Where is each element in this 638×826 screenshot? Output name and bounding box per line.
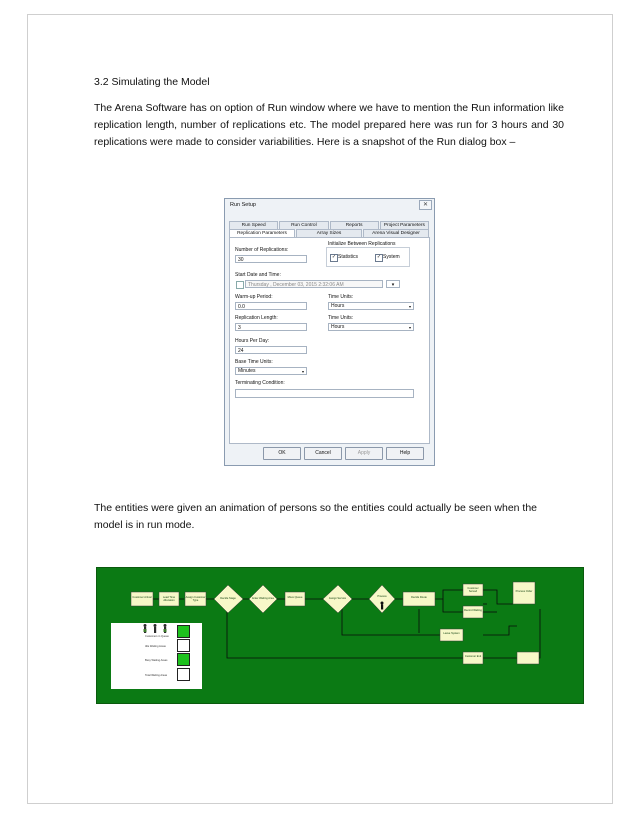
replication-length-label: Replication Length: <box>235 315 278 321</box>
section-heading: 3.2 Simulating the Model <box>94 76 210 88</box>
paragraph-entities: The entities were given an animation of persons so the entities could actually be seen when the model is in run mode. <box>94 502 538 531</box>
base-time-units-value: Minutes <box>238 368 256 374</box>
time-units-value-1: Hours <box>331 303 345 309</box>
chevron-down-icon: ▾ <box>301 369 304 374</box>
statistics-checkbox[interactable]: ✓ <box>331 254 337 260</box>
arena-model-snapshot <box>96 567 584 704</box>
legend-box-busy-2 <box>177 653 190 666</box>
base-time-units-label: Base Time Units: <box>235 359 273 365</box>
label-leave-system: Leave System <box>443 632 460 635</box>
process-order-block <box>513 582 535 604</box>
start-date-label: Start Date and Time: <box>235 272 281 278</box>
record-waiting-block <box>463 606 483 618</box>
label-lead-time-allocation: Lead Time Allocation <box>162 596 176 602</box>
time-units-select-2[interactable] <box>328 323 414 331</box>
help-button[interactable]: Help <box>386 447 424 460</box>
decide-route-block <box>403 592 435 606</box>
tab-row-2 <box>229 229 430 237</box>
tab-run-speed[interactable]: Run Speed <box>229 221 278 229</box>
replication-parameters-panel <box>229 237 430 444</box>
number-of-replications-field[interactable]: 30 <box>235 255 307 263</box>
time-units-label-1: Time Units: <box>328 294 354 300</box>
paragraph-run-window: The Arena Software has on option of Run window where we have to mention the Run information like replication length, number of replications etc. The model prepared here was run for 3 hours and 30 replications were made to consider variabilities. Here is a snapshot of the Run dialog box – <box>94 102 564 148</box>
person-icons <box>141 623 181 635</box>
hours-per-day-field[interactable]: 24 <box>235 346 307 354</box>
terminating-condition-field[interactable] <box>235 389 414 398</box>
exit-counter-block <box>517 652 539 664</box>
chevron-down-icon: ▾ <box>408 325 411 330</box>
tab-row-1 <box>229 221 430 229</box>
label-move-queue: Move Queue <box>287 596 303 599</box>
label-customer-exit: Customer Exit <box>464 655 482 658</box>
number-of-replications-label: Number of Replications: <box>235 247 289 253</box>
tab-reports[interactable]: Reports <box>330 221 379 229</box>
initialize-between-label: Initialize Between Replications <box>328 241 396 247</box>
apply-button[interactable]: Apply <box>345 447 383 460</box>
dialog-title: Run Setup <box>230 202 256 208</box>
start-date-field[interactable]: Thursday , December 03, 2015 2:32:06 AM <box>245 280 383 288</box>
label-assign-service: Assign Service <box>328 597 347 600</box>
legend-label-total: Total Waiting Areas <box>145 674 168 677</box>
legend-box-idle <box>177 639 190 652</box>
calendar-icon[interactable]: ▾ <box>386 280 400 288</box>
time-units-label-2: Time Units: <box>328 315 354 321</box>
label-decide-stage: Decide Stage <box>220 597 236 600</box>
statistics-label: Statistics <box>338 254 359 260</box>
ok-button[interactable]: OK <box>263 447 301 460</box>
base-time-units-select[interactable] <box>235 367 307 375</box>
legend-label-busy: Busy Waiting Areas <box>145 659 168 662</box>
label-enter-waiting-area: Enter Waiting Area <box>252 597 274 600</box>
label-process-order: Process Order <box>515 590 533 593</box>
tab-project-parameters[interactable]: Project Parameters <box>380 221 429 229</box>
tab-replication-parameters[interactable]: Replication Parameters <box>229 229 295 237</box>
legend-label-queue: Customers in Queue <box>145 635 169 638</box>
hours-per-day-label: Hours Per Day: <box>235 338 270 344</box>
warmup-field[interactable]: 0.0 <box>235 302 307 310</box>
replication-length-field[interactable]: 3 <box>235 323 307 331</box>
system-label: System <box>383 254 400 260</box>
legend-box-total <box>177 668 190 681</box>
warmup-label: Warm-up Period: <box>235 294 273 300</box>
chevron-down-icon: ▾ <box>408 304 411 309</box>
tab-run-control[interactable]: Run Control <box>279 221 328 229</box>
tab-arena-visual-designer[interactable]: Arena Visual Designer <box>363 229 429 237</box>
close-icon[interactable]: ✕ <box>419 200 432 210</box>
label-assign-customer-type: Assign Customer Type <box>185 596 206 602</box>
label-decide-route: Decide Route <box>411 596 427 599</box>
move-queue-block <box>285 592 305 606</box>
start-date-checkbox[interactable] <box>236 281 244 289</box>
label-process: Process <box>377 595 387 598</box>
cancel-button[interactable]: Cancel <box>304 447 342 460</box>
run-setup-dialog <box>224 198 435 466</box>
model-legend <box>111 623 202 689</box>
legend-label-idle: Idle Waiting Areas <box>145 645 166 648</box>
tab-array-sizes[interactable]: Array Sizes <box>296 229 362 237</box>
leave-system-block <box>440 629 463 641</box>
time-units-value-2: Hours <box>331 324 345 330</box>
system-checkbox[interactable]: ✓ <box>376 254 382 260</box>
customer-arrival-block <box>131 592 153 606</box>
label-customer-arrival: Customer Arrival <box>132 596 152 599</box>
terminating-condition-label: Terminating Condition: <box>235 380 285 386</box>
time-units-select-1[interactable] <box>328 302 414 310</box>
label-customer-served: Customer Served <box>467 587 479 593</box>
customer-exit-block <box>463 652 483 664</box>
label-record-waiting: Record Waiting <box>464 609 482 612</box>
